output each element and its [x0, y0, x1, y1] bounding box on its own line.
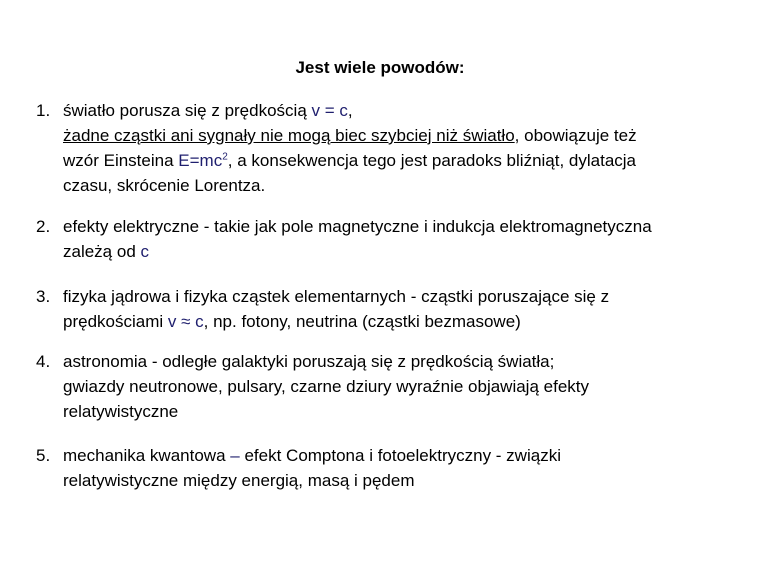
list-item-number: 2. [36, 217, 51, 236]
text-span: , obowiązuje też [514, 126, 637, 145]
list-item-line [63, 123, 743, 148]
list-item-line [63, 239, 743, 264]
list-item-line: astronomia - odległe galaktyki poruszają się z prędkością światła; [63, 352, 555, 371]
list-item-number: 3. [36, 287, 51, 306]
list-item-line [63, 98, 743, 123]
text-span: wzór Einsteina [63, 151, 179, 170]
list-item-line [63, 309, 743, 334]
list-item-line: relatywistyczne [63, 402, 179, 421]
en-dash: – [230, 446, 240, 465]
list-item-text [63, 443, 743, 493]
list-item-line: gwiazdy neutronowe, pulsary, czarne dziury wyraźnie objawiają efekty [63, 377, 589, 396]
text-span: , a konsekwencja tego jest paradoks bliźniąt, dylatacja [227, 151, 637, 170]
text-span: światło porusza się z prędkością [63, 101, 312, 120]
list-item-line [63, 148, 743, 173]
text-span: efekt Comptona i fotoelektryczny - związki [239, 446, 561, 465]
list-item-text [63, 98, 743, 198]
text-span: prędkościami [63, 312, 168, 331]
text-span: , [347, 101, 353, 120]
formula-c: c [140, 242, 149, 261]
text-span: zależą od [63, 242, 141, 261]
formula-v-equals-c: v = c [311, 101, 348, 120]
formula-text: E=mc [178, 151, 223, 170]
list-item-number: 4. [36, 352, 51, 371]
list-item-text [63, 349, 743, 424]
formula-emc2 [178, 151, 228, 170]
slide-title: Jest wiele powodów: [295, 58, 465, 77]
list-item-line: efekty elektryczne - takie jak pole magnetyczne i indukcja elektromagnetyczna [63, 217, 652, 236]
text-span: mechanika kwantowa [63, 446, 231, 465]
list-item-line: relatywistyczne między energią, masą i pędem [63, 471, 415, 490]
formula-exponent: 2 [222, 151, 228, 163]
list-item-text [63, 214, 743, 264]
list-item-number: 1. [36, 101, 51, 120]
list-item-line: fizyka jądrowa i fizyka cząstek elementarnych - cząstki poruszające się z [63, 287, 610, 306]
list-item-text [63, 284, 743, 334]
formula-v-approx-c: v ≈ c [167, 312, 204, 331]
list-item-line: czasu, skrócenie Lorentza. [63, 176, 266, 195]
text-span: , np. fotony, neutrina (cząstki bezmasowe) [203, 312, 521, 331]
list-item-line [63, 443, 743, 468]
underlined-statement: żadne cząstki ani sygnały nie mogą biec szybciej niż światło [63, 126, 515, 145]
list-item-number: 5. [36, 446, 51, 465]
